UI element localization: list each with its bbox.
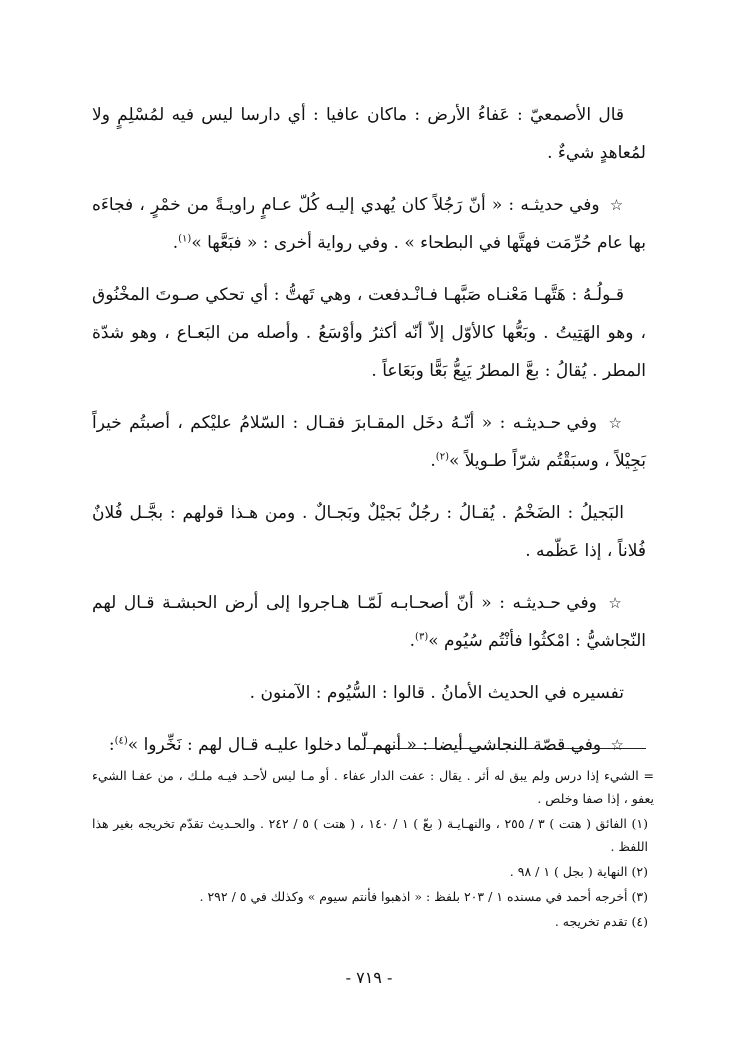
paragraph-explanation-hatt bbox=[92, 276, 646, 390]
footnote-divider bbox=[366, 748, 646, 749]
continuation-mark: = bbox=[643, 768, 654, 783]
paragraph-text: قـولُـهُ : هَتَّهـا مَعْنـاه صَبَّهـا فـانْـدفعت ، وهي تَهتُّ : أي تحكي صـوتَ المخْنُوق ، وهو الهَتِيتُ . وبَعُّها كالأوّل إلاّ أنّه أكثرُ وأوْسَعُ . وأصله من البَعـاع ، وهو شدّة المطر . يُقالُ : بعَّ المطرُ يَبِعُّ بَعًّا وبَعَاعاً . bbox=[92, 285, 646, 381]
footnote-ref: (٢) bbox=[435, 451, 449, 463]
footnote-text: (٣) أخرجه أحمد في مسنده ١ / ٢٠٣ بلفظ : « اذهبوا فأنتم سيوم » وكذلك في ٥ / ٢٩٢ . bbox=[199, 889, 648, 904]
paragraph-explanation-suyum bbox=[92, 674, 646, 712]
star-icon: ☆ bbox=[608, 594, 624, 612]
paragraph-text: وفي حديثـه : « أنّ رَجُلاً كان يُهدي إليـه كُلّ عـامٍ راويـةً من خمْرٍ ، فجاءَه بها عام حُرِّمَت فهتَّها في البطحاء » . وفي رواية أخرى : « فبَعَّها » bbox=[92, 195, 646, 253]
paragraph-hadith-wine: ☆ وفي حديثـه : « أنّ رَجُلاً كان يُهدي إليـه كُلّ عـامٍ راويـةً من خمْرٍ ، فجاءَه بها عام حُرِّمَت فهتَّها في البطحاء » . وفي رواية أخرى : « فبَعَّها »$^{(١)}$. bbox=[92, 195, 646, 253]
footnote-ref: (٤) bbox=[114, 735, 128, 747]
paragraph-hadith-graves: ☆ وفي حـديثـه : « أنّـهُ دخَل المقـابرَ فقـال : السّلامُ عليْكم ، أصبتُم خيراً بَجِيْلاً ، وسبَقْتُم شرّاً طـويلاً »$^{(٢)}$. bbox=[92, 413, 646, 471]
footnote-text: (٤) تقدم تخريجه . bbox=[554, 914, 648, 929]
footnote-text: الشيء إذا درس ولم يبق له أثر . يقال : عفت الدار عفاء . أو مـا ليس لأحـد فيـه ملـك ، من عفـا الشيء يعفو ، إذا صفا وخلص . bbox=[92, 768, 654, 806]
page-number: - ٧١٩ - bbox=[345, 968, 393, 987]
main-text bbox=[92, 96, 646, 778]
star-icon: ☆ bbox=[609, 196, 625, 214]
star-icon: ☆ bbox=[610, 736, 624, 754]
paragraph-hadith-najashi: ☆ وفي قصّة النجاشي أيضا : « أنهم لّما دخلوا عليـه قـال لهم : نَخِّروا »$^{(٤)}$: bbox=[108, 735, 624, 755]
paragraph-hadith-abyssinia: ☆ وفي حـديثـه : « أنّ أصحـابـه لَمّـا هـاجروا إلى أرض الحبشـة قـال لهم النّجاشيُّ : امْكثُوا فأنْتُم سُيُوم »$^{(٣)}$. bbox=[92, 593, 646, 651]
paragraph-explanation-bajil bbox=[92, 494, 646, 570]
footnotes bbox=[92, 764, 654, 935]
paragraph-asmai bbox=[92, 96, 646, 172]
star-icon: ☆ bbox=[608, 414, 625, 432]
paragraph-text: وفي قصّة النجاشي أيضا : « أنهم لّما دخلوا عليـه قـال لهم : نَخِّروا » bbox=[127, 735, 602, 755]
footnote-2 bbox=[92, 860, 654, 883]
footnote-ref: (٣) bbox=[415, 631, 429, 643]
paragraph-text: وفي حـديثـه : « أنّـهُ دخَل المقـابرَ فقـال : السّلامُ عليْكم ، أصبتُم خيراً بَجِيْلاً ، وسبَقْتُم شرّاً طـويلاً » bbox=[92, 413, 646, 471]
paragraph-text: وفي حـديثـه : « أنّ أصحـابـه لَمّـا هـاجروا إلى أرض الحبشـة قـال لهم النّجاشيُّ : امْكثُوا فأنْتُم سُيُوم » bbox=[92, 593, 646, 651]
paragraph-text: تفسيره في الحديث الأمانُ . قالوا : السُّيُوم : الآمنون . bbox=[249, 683, 624, 703]
footnote-ref: (١) bbox=[178, 233, 192, 245]
footnote-4 bbox=[92, 910, 654, 933]
paragraph-text: البَجيلُ : الضَخْمُ . يُقـالُ : رجُلٌ بَجيْلٌ وبَجـالٌ . ومن هـذا قولهم : بجَّـل فُلانٌ فُلاناً ، إذا عَظّمه . bbox=[92, 503, 646, 561]
footnote-3 bbox=[92, 885, 654, 908]
footnote-text: (١) الفائق ( هتت ) ٣ / ٢٥٥ ، والنهـايـة ( بعّ ) ١ / ١٤٠ ، ( هتت ) ٥ / ٢٤٢ . والحـديث تقدّم تخريجه بغير هذا اللفظ . bbox=[92, 816, 648, 854]
footnote-continuation bbox=[92, 764, 654, 810]
footnote-1 bbox=[92, 812, 654, 858]
footnote-text: (٢) النهاية ( بجل ) ١ / ٩٨ . bbox=[509, 864, 648, 879]
paragraph-text: قال الأصمعيّ : عَفاءُ الأرض : ماكان عافيا : أي دارسا ليس فيه لمُسْلِمٍ ولا لمُعاهدٍ شيءٌ . bbox=[92, 105, 646, 163]
